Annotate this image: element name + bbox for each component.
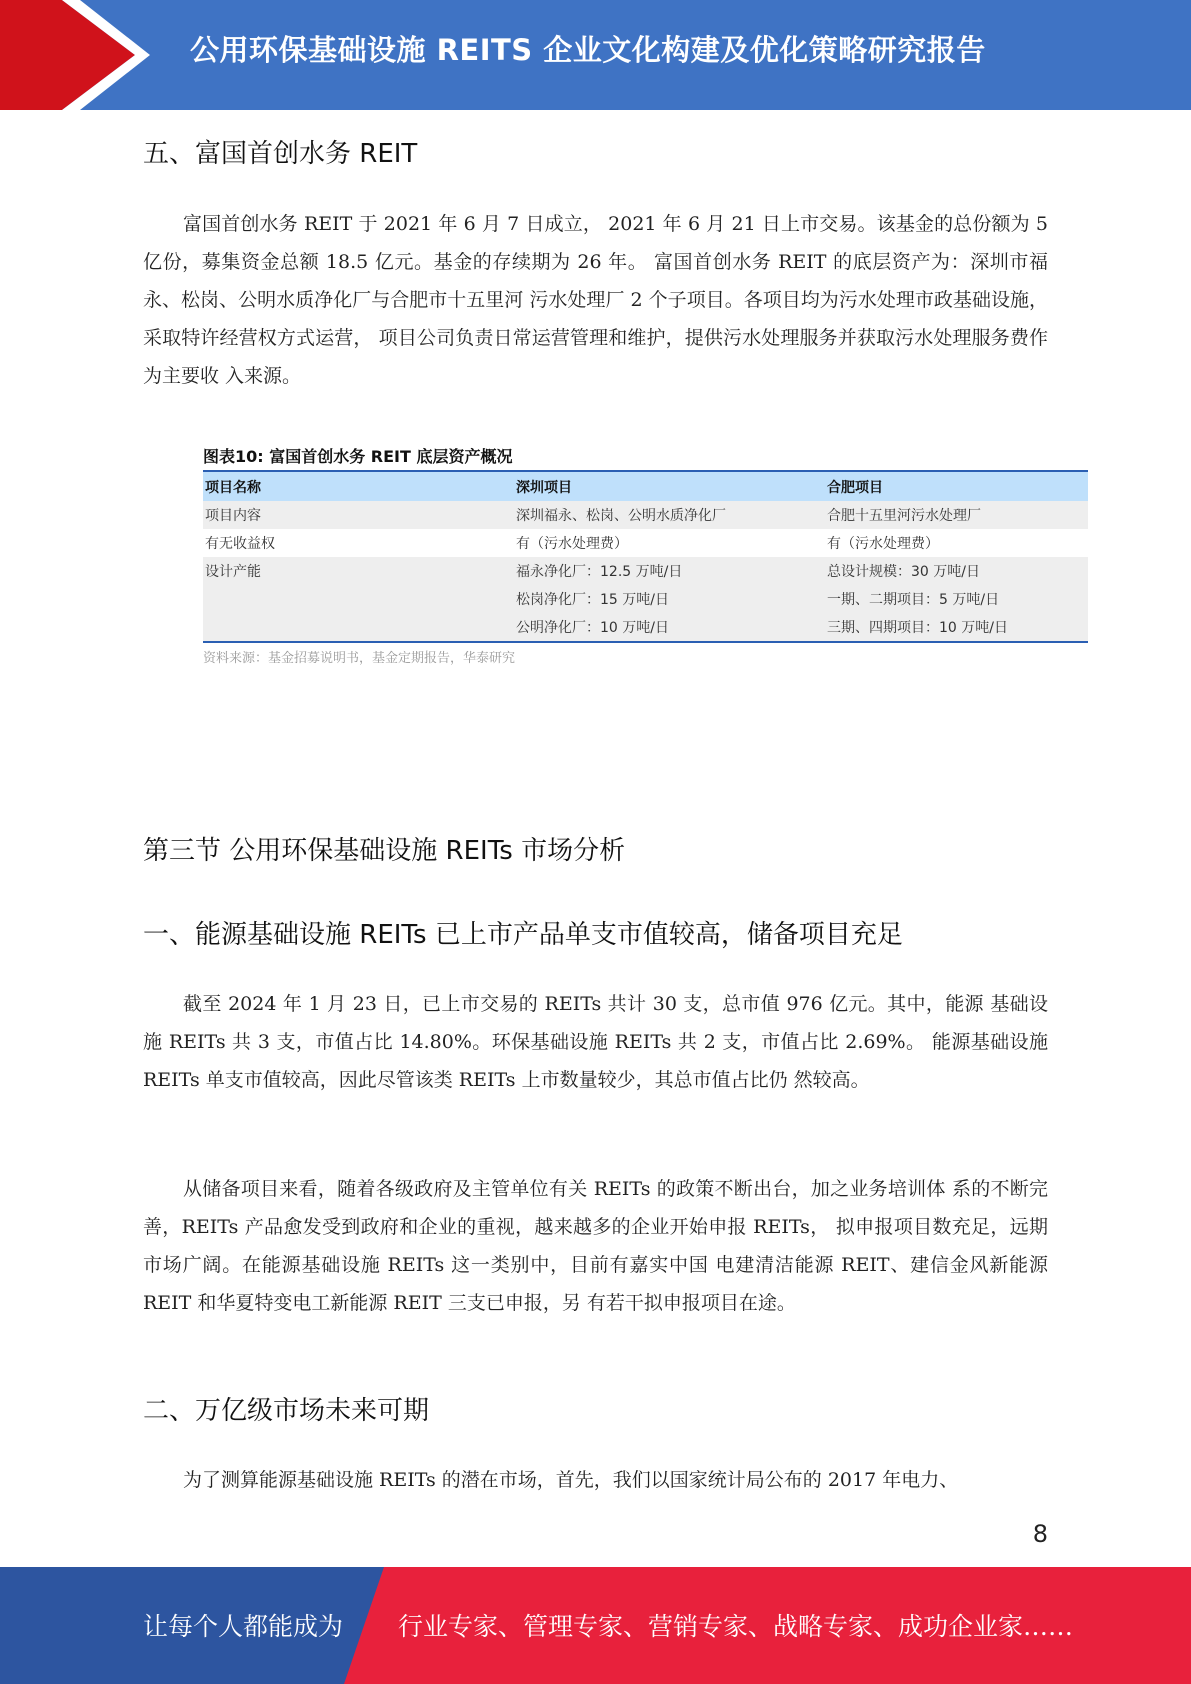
table-cell: 福永净化厂：12.5 万吨/日 [514,557,825,585]
footer-slogan-left: 让每个人都能成为 [143,1612,344,1641]
table-row [203,529,1088,557]
figure-10 [203,444,1088,666]
table-cell: 有（污水处理费） [827,536,939,552]
energy-paragraph-1: 截至 2024 年 1 月 23 日，已上市交易的 REITs 共计 30 支，总市值 976 亿元。其中，能源 基础设施 REITs 共 3 支，市值占比 14.80%。环保基础设施 REITs 共 2 支，市值占比 2.69%。 能源基础设施 REITs 单支市值较高，因此尽管该类 REITs 上市数量较少，其总市值占比仍 然较高。 [143,993,1048,1091]
energy-paragraph-2: 从储备项目来看，随着各级政府及主管单位有关 REITs 的政策不断出台，加之业务培训体 系的不断完善，REITs 产品愈发受到政府和企业的重视，越来越多的企业开始申报 REITs， 拟申报项目数充足，远期市场广阔。在能源基础设施 REITs 这一类别中，目前有嘉实中国 电建清洁能源 REIT、建信金风新能源 REIT 和华夏特变电工新能源 REIT 三支已申报，另 有若干拟申报项目在途。 [143,1178,1048,1314]
table-cell: 深圳福永、松岗、公明水质净化厂 [514,501,825,529]
table-cell: 设计产能 [203,557,514,585]
table-cell: 有（污水处理费） [516,536,628,552]
table-cell: 总设计规模：30 万吨/日 [825,557,1088,585]
table-cell: 有无收益权 [205,536,275,552]
market-paragraph: 为了测算能源基础设施 REITs 的潜在市场，首先，我们以国家统计局公布的 2017 年电力、 [183,1469,959,1491]
subsection-heading-energy: 一、能源基础设施 REITs 已上市产品单支市值较高，储备项目充足 [143,920,903,950]
table-cell: 项目内容 [203,501,514,529]
table-cell: 松岗净化厂：15 万吨/日 [514,585,825,613]
figure-title: 图表10: 富国首创水务 REIT 底层资产概况 [203,447,513,466]
table-cell: 三期、四期项目：10 万吨/日 [825,613,1088,642]
fuguo-paragraph: 富国首创水务 REIT 于 2021 年 6 月 7 日成立， 2021 年 6 月 21 日上市交易。该基金的总份额为 5 亿份，募集资金总额 18.5 亿元。基金的存续期为 26 年。 富国首创水务 REIT 的底层资产为：深圳市福永、松岗、公明水质净化厂与合肥市十五里河 污水处理厂 2 个子项目。各项目均为污水处理市政基础设施，采取特许经营权方式运营， 项目公司负责日常运营管理和维护，提供污水处理服务并获取污水处理服务费作为主要收 入来源。 [143,213,1048,387]
table-header-cell: 深圳项目 [514,472,825,501]
table-cell: 合肥十五里河污水处理厂 [825,501,1088,529]
table-header-cell: 合肥项目 [825,472,1088,501]
table-cell: 一期、二期项目：5 万吨/日 [825,585,1088,613]
header-banner [0,0,1191,110]
section-heading-fuguo: 五、富国首创水务 REIT [143,139,418,169]
table-row [203,613,1088,642]
report-title: 公用环保基础设施 REITS 企业文化构建及优化策略研究报告 [190,33,986,67]
chapter-heading: 第三节 公用环保基础设施 REITs 市场分析 [143,836,626,866]
table-header-cell: 项目名称 [203,472,514,501]
table-cell [203,613,514,642]
footer-slogan-right: 行业专家、管理专家、营销专家、战略专家、成功企业家…… [398,1612,1074,1641]
table-row [203,501,1088,529]
table-header-row [203,472,1088,501]
table-cell [203,585,514,613]
header-arrow-decoration [0,0,150,110]
table-row [203,557,1088,585]
table-row [203,585,1088,613]
table-cell: 公明净化厂：10 万吨/日 [514,613,825,642]
footer-banner [0,1567,1191,1684]
asset-overview-table [203,472,1088,643]
figure-source: 资料来源：基金招募说明书，基金定期报告，华泰研究 [203,651,516,666]
page-number: 8 [1032,1520,1048,1548]
subsection-heading-market: 二、万亿级市场未来可期 [143,1396,430,1426]
